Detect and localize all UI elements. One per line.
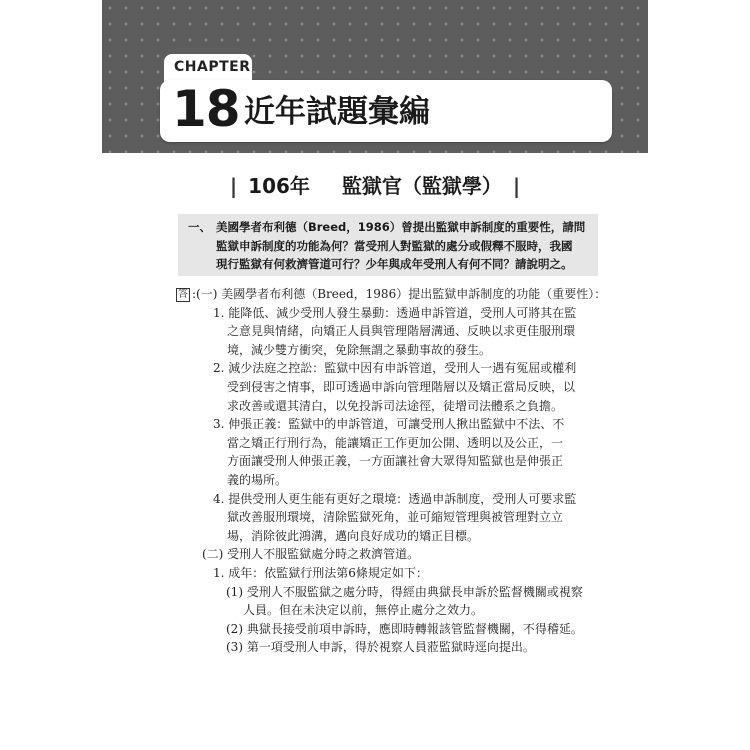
question-number: 一、 xyxy=(188,220,211,234)
answer-line: 4. 提供受刑人更生能有更好之環境：透過申訴制度，受刑人可要求監 xyxy=(213,491,577,506)
answer-line: 方面讓受刑人伸張正義，一方面讓社會大眾得知監獄也是伸張正 xyxy=(227,454,564,469)
answer-line: 答 :(一) 美國學者布利德（Breed，1986）提出監獄申訴制度的功能（重要性）： xyxy=(178,287,607,301)
answer-line: 求改善或還其清白，以免投訴司法途徑，徒增司法體系之負擔。 xyxy=(227,398,564,413)
answer-line: (1) 受刑人不服監獄之處分時，得經由典獄長申訴於監督機關或視察 xyxy=(226,584,583,599)
answer-line: 1. 能降低、減少受刑人發生暴動：透過申訴管道，受刑人可將其在監 xyxy=(213,305,577,320)
answer-line: 3. 伸張正義：監獄中的申訴管道，可讓受刑人揪出監獄中不法、不 xyxy=(213,417,565,432)
heading-left-bar: | xyxy=(229,174,238,198)
answer-line: 義的場所。 xyxy=(227,472,288,487)
question-line: 現行監獄有何救濟管道可行？少年與成年受刑人有何不同？請說明之。 xyxy=(216,257,573,271)
answer-line: (二) 受刑人不服監獄處分時之救濟管道。 xyxy=(202,547,420,562)
answer-line: 2. 減少法庭之控訟：監獄中因有申訴管道，受刑人一遇有冤屈或權利 xyxy=(213,361,577,376)
answer-line: 獄改善服刑環境，清除監獄死角，並可縮短管理與被管理對立立 xyxy=(227,510,564,525)
answer-body xyxy=(176,285,606,657)
question-text xyxy=(188,218,598,274)
answer-line: 當之矯正行刑行為，能讓矯正工作更加公開、透明以及公正，一 xyxy=(227,435,564,450)
chapter-label: CHAPTER xyxy=(174,59,251,75)
answer-line: 1. 成年：依監獄行刑法第6條規定如下： xyxy=(213,565,428,580)
answer-mark-icon: 答 xyxy=(178,289,188,300)
question-line: 一、 美國學者布利德（Breed，1986）曾提出監獄申訴制度的重要性，請問 xyxy=(188,218,598,237)
answer-line: (3) 第一項受刑人申訴，得於視察人員蒞監獄時逕向提出。 xyxy=(226,640,535,655)
chapter-number: 18 xyxy=(172,80,240,138)
exam-year: 106年 xyxy=(248,174,310,198)
answer-line: 人員。但在未決定以前，無停止處分之效力。 xyxy=(243,603,484,618)
question-line: 監獄申訴制度的功能為何？當受刑人對監獄的處分或假釋不服時，我國 xyxy=(216,238,573,253)
answer-line: (2) 典獄長接受前項申訴時，應即時轉報該管監督機關，不得稽延。 xyxy=(226,621,583,636)
answer-line: 受到侵害之情事，即可透過申訴向管理階層以及矯正當局反映，以 xyxy=(227,379,576,394)
answer-line: 場，消除彼此鴻溝，邁向良好成功的矯正目標。 xyxy=(227,528,480,543)
answer-line: 之意見與情緒，向矯正人員與管理階層溝通、反映以求更佳服刑環 xyxy=(227,324,576,339)
exam-heading xyxy=(0,172,750,200)
answer-line: 境，減少雙方衝突，免除無謂之暴動事故的發生。 xyxy=(227,342,492,357)
chapter-title: 近年試題彙編 xyxy=(244,94,430,130)
exam-title: 監獄官（監獄學） xyxy=(341,174,502,198)
heading-right-bar: | xyxy=(512,174,521,198)
